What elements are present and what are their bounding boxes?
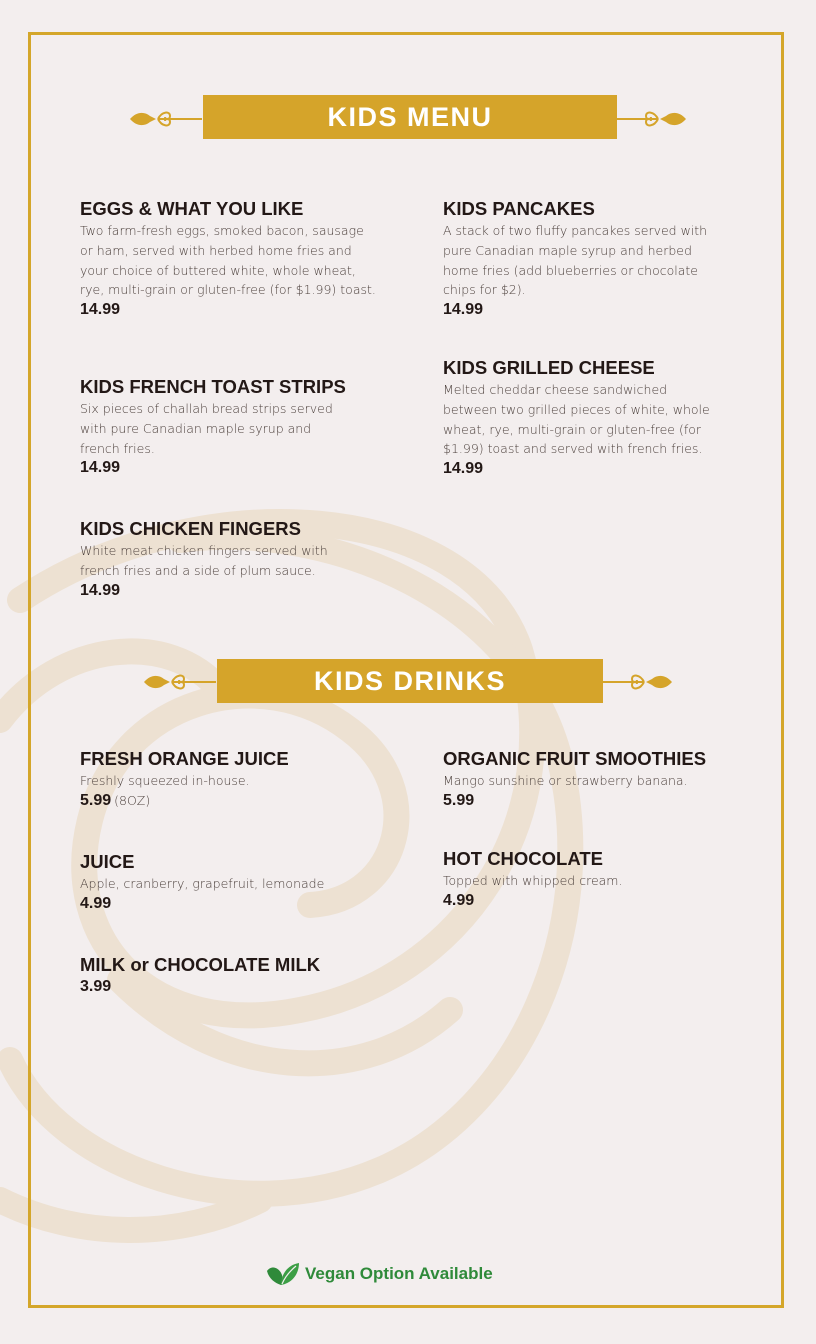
item-price: 14.99 — [80, 459, 121, 477]
item-description: Six pieces of challah bread strips served with pure Canadian maple syrup and french fries. — [80, 401, 333, 456]
menu-item — [80, 376, 350, 478]
item-name: EGGS & WHAT YOU LIKE — [80, 198, 304, 219]
item-name: ORGANIC FRUIT SMOOTHIES — [443, 748, 707, 769]
item-price: 3.99 — [80, 978, 112, 995]
item-name: KIDS CHICKEN FINGERS — [80, 518, 301, 539]
item-name: KIDS FRENCH TOAST STRIPS — [80, 376, 346, 397]
item-price-row — [80, 791, 380, 811]
item-price: 5.99 — [80, 791, 112, 809]
item-price: 4.99 — [443, 891, 475, 909]
drink-item — [443, 748, 733, 811]
item-description: Two farm-fresh eggs, smoked bacon, sausage or ham, served with herbed home fries and your choice of buttered white, whole wheat, rye, multi-grain or gluten-free (for $1.99) toast. — [80, 223, 376, 298]
menu-item — [80, 518, 345, 601]
ornament-left-icon — [142, 666, 216, 698]
ornament-right-icon — [614, 103, 688, 135]
vegan-option-label: Vegan Option Available — [305, 1264, 493, 1283]
menu-section-title: KIDS MENU — [327, 101, 493, 132]
item-name: FRESH ORANGE JUICE — [80, 748, 289, 769]
drinks-section-banner — [217, 659, 603, 703]
item-price: 5.99 — [443, 791, 475, 809]
item-name: MILK or CHOCOLATE MILK — [80, 954, 321, 975]
drink-item — [80, 748, 380, 811]
item-name: KIDS GRILLED CHEESE — [443, 357, 655, 378]
item-price: 14.99 — [443, 301, 484, 319]
item-description: A stack of two fluffy pancakes served with pure Canadian maple syrup and herbed home fries (add blueberries or chocolate chips for $2). — [443, 223, 708, 298]
item-price: 14.99 — [443, 460, 484, 478]
ornament-right-icon — [600, 666, 674, 698]
item-description: Melted cheddar cheese sandwiched between two grilled pieces of white, whole wheat, rye, multi-grain or gluten-free (for $1.99) toast and served with french fries. — [443, 382, 710, 457]
item-price: 14.99 — [80, 301, 121, 319]
item-description: Freshly squeezed in-house. — [80, 773, 250, 788]
item-price: 14.99 — [80, 581, 121, 599]
leaf-icon — [265, 1261, 301, 1287]
item-price: 4.99 — [80, 894, 112, 912]
drinks-section-title: KIDS DRINKS — [313, 665, 506, 696]
item-description: Mango sunshine or strawberry banana. — [443, 773, 688, 788]
menu-item — [443, 198, 718, 320]
drink-item — [80, 954, 380, 997]
menu-item — [443, 357, 718, 479]
item-description: White meat chicken fingers served with french fries and a side of plum sauce. — [80, 543, 328, 578]
ornament-left-icon — [128, 103, 202, 135]
menu-section-banner — [203, 95, 617, 139]
menu-item — [80, 198, 380, 320]
drink-item — [443, 848, 743, 911]
item-size-note: (8OZ) — [114, 792, 151, 808]
item-name: KIDS PANCAKES — [443, 198, 595, 219]
item-description: Topped with whipped cream. — [443, 873, 623, 888]
item-name: JUICE — [80, 851, 135, 872]
drink-item — [80, 851, 380, 914]
vegan-option-note — [265, 1259, 493, 1289]
item-name: HOT CHOCOLATE — [443, 848, 603, 869]
item-description: Apple, cranberry, grapefruit, lemonade — [80, 876, 325, 891]
